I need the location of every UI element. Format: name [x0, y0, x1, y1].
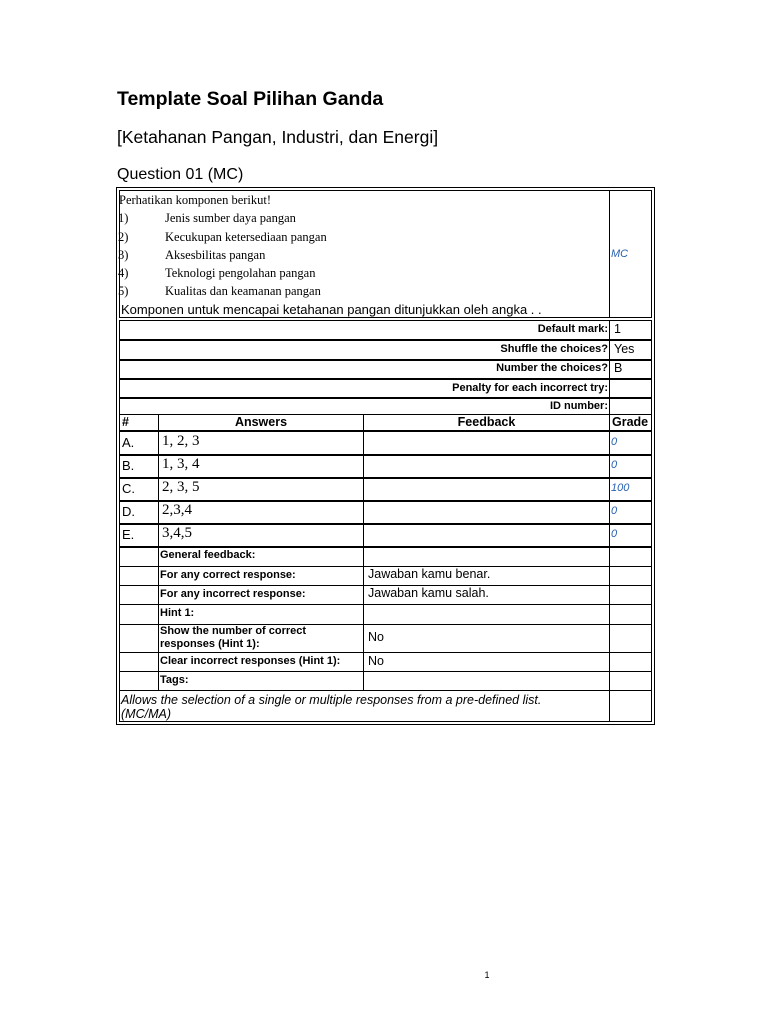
- answer-text: 3,4,5: [162, 525, 192, 541]
- show-correct-label-line1: Show the number of correct: [160, 625, 307, 637]
- feedback-grade-cell: [609, 652, 652, 672]
- answer-text: 2, 3, 5: [162, 479, 200, 495]
- incorrect-feedback-label: For any incorrect response:: [160, 588, 306, 600]
- question-stem: Komponen untuk mencapai ketahanan pangan ditunjukkan oleh angka . .: [121, 302, 542, 317]
- answer-letter: C.: [122, 481, 135, 496]
- question-item-num: 1): [118, 211, 129, 225]
- answer-grade: 100: [611, 482, 630, 494]
- feedback-num-cell: [119, 624, 159, 653]
- question-item-num: 2): [118, 230, 129, 244]
- footer-grade-cell: [609, 690, 652, 722]
- incorrect-feedback-value: Jawaban kamu salah.: [368, 586, 489, 600]
- feedback-value-cell: [363, 547, 610, 567]
- footer-note-line1: Allows the selection of a single or multiple responses from a pre-defined list.: [121, 693, 542, 707]
- feedback-num-cell: [119, 566, 159, 586]
- answer-feedback-cell: [363, 478, 610, 501]
- feedback-grade-cell: [609, 566, 652, 586]
- answer-letter: A.: [122, 435, 135, 450]
- feedback-num-cell: [119, 671, 159, 691]
- question-item-num: 4): [118, 266, 129, 280]
- feedback-num-cell: [119, 547, 159, 567]
- show-correct-label-line2: responses (Hint 1):: [160, 638, 260, 650]
- feedback-value-cell: [363, 604, 610, 625]
- feedback-value-cell: [363, 652, 610, 672]
- page-subtitle: [Ketahanan Pangan, Industri, dan Energi]: [117, 127, 439, 147]
- clear-incorrect-value: No: [368, 654, 384, 668]
- tags-label: Tags:: [160, 674, 189, 686]
- default-mark-value: 1: [614, 322, 621, 336]
- clear-incorrect-label: Clear incorrect responses (Hint 1):: [160, 655, 341, 667]
- feedback-label-cell: [158, 671, 364, 691]
- correct-feedback-label: For any correct response:: [160, 569, 296, 581]
- answer-feedback-cell: [363, 501, 610, 524]
- shuffle-choices-value: Yes: [614, 342, 635, 356]
- penalty-label: Penalty for each incorrect try:: [452, 382, 608, 394]
- question-item-text: Kecukupan ketersediaan pangan: [165, 230, 327, 244]
- hint-label: Hint 1:: [160, 607, 195, 619]
- question-item-text: Jenis sumber daya pangan: [165, 211, 296, 225]
- feedback-num-cell: [119, 585, 159, 605]
- question-item-text: Aksesbilitas pangan: [165, 248, 266, 262]
- answer-feedback-cell: [363, 524, 610, 547]
- question-item-text: Teknologi pengolahan pangan: [165, 266, 316, 280]
- question-intro: Perhatikan komponen berikut!: [119, 193, 272, 207]
- settings-value-cell: [609, 379, 652, 398]
- header-num: #: [122, 415, 129, 429]
- feedback-grade-cell: [609, 671, 652, 691]
- feedback-grade-cell: [609, 604, 652, 625]
- id-number-label: ID number:: [549, 400, 608, 412]
- answer-feedback-cell: [363, 455, 610, 478]
- header-answers: Answers: [234, 415, 288, 429]
- question-item-num: 3): [118, 248, 129, 262]
- general-feedback-label: General feedback:: [160, 549, 256, 561]
- answer-grade: 0: [611, 505, 618, 517]
- feedback-grade-cell: [609, 547, 652, 567]
- answer-grade: 0: [611, 528, 618, 540]
- answer-letter: B.: [122, 458, 135, 473]
- page-number: 1: [484, 970, 490, 980]
- answer-grade: 0: [611, 436, 618, 448]
- feedback-value-cell: [363, 671, 610, 691]
- correct-feedback-value: Jawaban kamu benar.: [368, 567, 491, 581]
- answer-grade: 0: [611, 459, 618, 471]
- feedback-grade-cell: [609, 585, 652, 605]
- feedback-value-cell: [363, 624, 610, 653]
- answer-text: 2,3,4: [162, 502, 192, 518]
- show-correct-value: No: [368, 630, 384, 644]
- footer-note-line2: (MC/MA): [121, 707, 171, 721]
- question-heading: Question 01 (MC): [117, 166, 244, 183]
- answer-letter: E.: [122, 527, 135, 542]
- feedback-num-cell: [119, 604, 159, 625]
- question-type-tag: MC: [611, 248, 629, 260]
- feedback-grade-cell: [609, 624, 652, 653]
- answer-feedback-cell: [363, 431, 610, 455]
- answer-letter: D.: [122, 504, 135, 519]
- number-choices-label: Number the choices?: [496, 362, 608, 374]
- settings-value-cell: [609, 398, 652, 415]
- default-mark-label: Default mark:: [537, 323, 608, 335]
- question-item-text: Kualitas dan keamanan pangan: [165, 284, 321, 298]
- page-title: Template Soal Pilihan Ganda: [117, 88, 384, 110]
- feedback-num-cell: [119, 652, 159, 672]
- answer-text: 1, 3, 4: [162, 456, 200, 472]
- question-item-num: 5): [118, 284, 129, 298]
- number-choices-value: B: [614, 361, 623, 375]
- header-grade: Grade: [612, 415, 649, 429]
- answer-text: 1, 2, 3: [162, 433, 200, 449]
- header-feedback: Feedback: [457, 415, 516, 429]
- shuffle-choices-label: Shuffle the choices?: [500, 343, 608, 355]
